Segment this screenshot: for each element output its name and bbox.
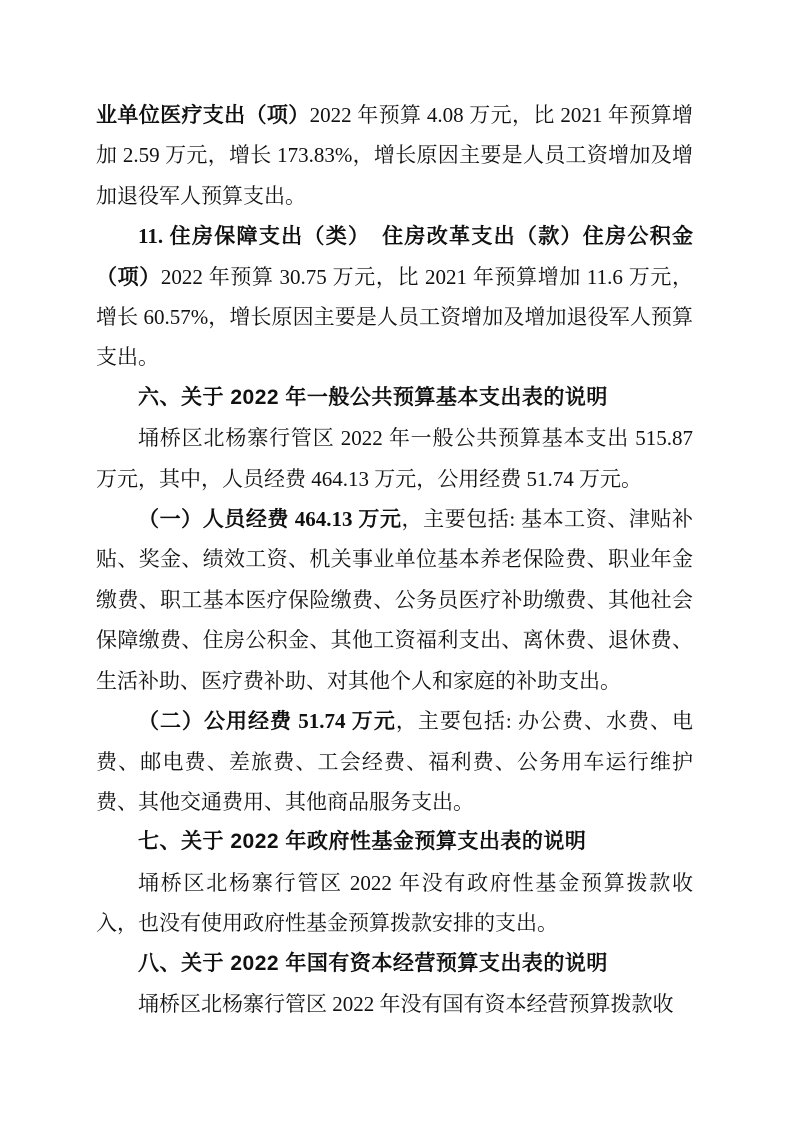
paragraph-government-fund-budget: 埇桥区北杨寨行管区 2022 年没有政府性基金预算拨款收入，也没有使用政府性基金预算拨款安排的支出。 (96, 870, 693, 936)
paragraph-housing-security-lead: 11. 住房保障支出（类） 住房改革支出（款）住房公积金（项） (96, 224, 693, 289)
document-body (96, 95, 693, 1024)
paragraph-medical-expenditure (96, 95, 693, 216)
paragraph-housing-security-text: 2022 年预算 30.75 万元，比 2021 年预算增加 11.6 万元，增长 60.57%，增长原因主要是人员工资增加及增加退役军人预算支出。 (96, 264, 693, 370)
section-heading-6: 六、关于 2022 年一般公共预算基本支出表的说明 (138, 385, 608, 409)
section-heading-8: 八、关于 2022 年国有资本经营预算支出表的说明 (138, 951, 608, 975)
section-heading-7: 七、关于 2022 年政府性基金预算支出表的说明 (138, 830, 587, 854)
paragraph-public-funds-lead: （二）公用经费 51.74 万元 (138, 709, 396, 734)
paragraph-basic-expenditure-total: 埇桥区北杨寨行管区 2022 年一般公共预算基本支出 515.87 万元，其中，人员经费 464.13 万元，公用经费 51.74 万元。 (96, 426, 693, 491)
paragraph-public-funds-text: ，主要包括: 办公费、水费、电费、邮电费、差旅费、工会经费、福利费、公务用车运行维护费、其他交通费用、其他商品服务支出。 (96, 709, 693, 814)
paragraph-personnel-funds (96, 499, 693, 701)
paragraph-medical-expenditure-lead: 业单位医疗支出（项） (96, 103, 310, 127)
paragraph-personnel-funds-text: ，主要包括: 基本工资、津贴补贴、奖金、绩效工资、机关事业单位基本养老保险费、职业年金缴费、职工基本医疗保险缴费、公务员医疗补助缴费、其他社会保障缴费、住房公积金、其他工资福利支出、离休费、退休费、生活补助、医疗费补助、对其他个人和家庭的补助支出。 (96, 507, 693, 693)
paragraph-personnel-funds-lead: （一）人员经费 464.13 万元 (138, 507, 402, 532)
paragraph-housing-security (96, 216, 693, 378)
paragraph-state-capital-budget: 埇桥区北杨寨行管区 2022 年没有国有资本经营预算拨款收 (138, 991, 674, 1016)
paragraph-medical-expenditure-text: 2022 年预算 4.08 万元，比 2021 年预算增加 2.59 万元，增长 173.83%，增长原因主要是人员工资增加及增加退役军人预算支出。 (96, 103, 694, 208)
paragraph-public-funds (96, 701, 693, 822)
